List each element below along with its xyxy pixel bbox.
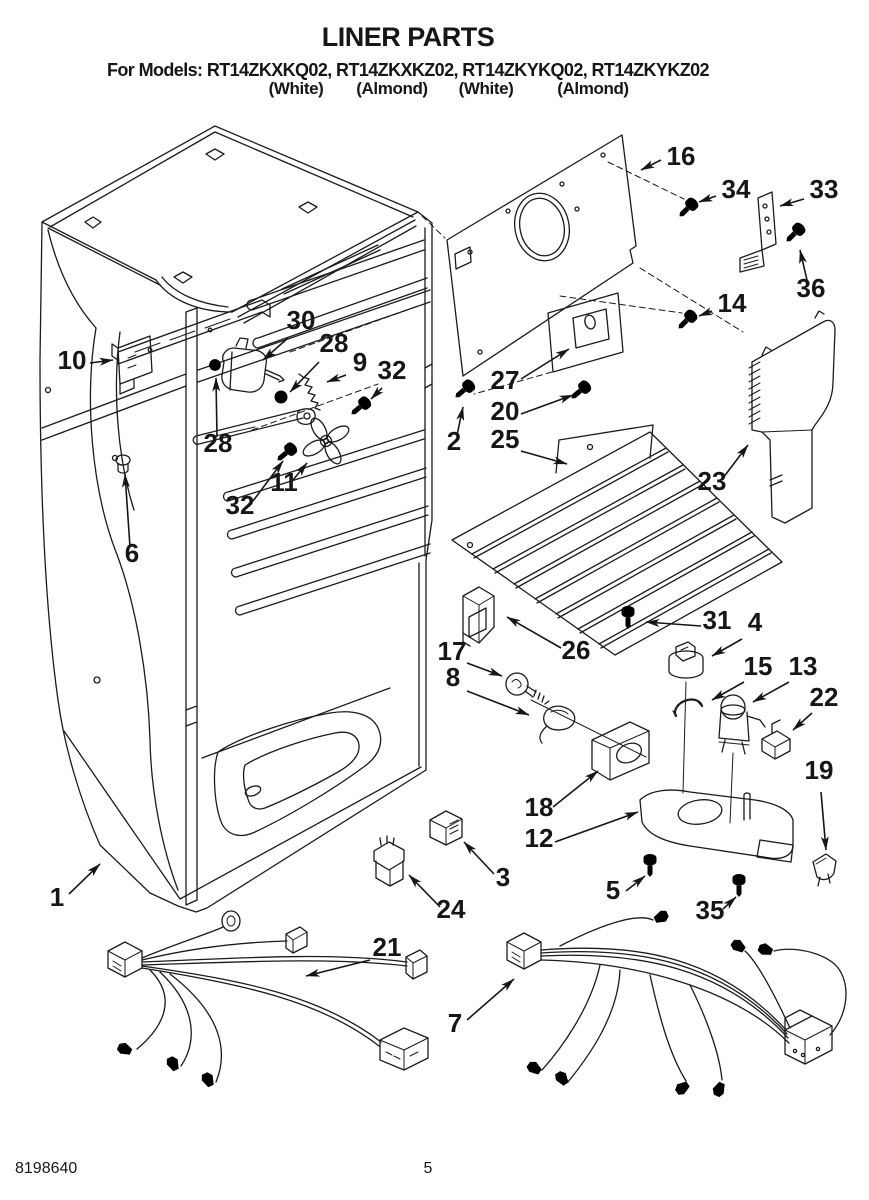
callout-label-10-5: 10 — [57, 345, 87, 375]
callout-label-35-33: 35 — [695, 895, 725, 925]
callout-label-15-24: 15 — [743, 651, 773, 681]
callout-arrow-22-26 — [793, 713, 812, 730]
page-number: 5 — [423, 1160, 433, 1177]
callout-arrow-35-33 — [723, 897, 736, 909]
callout-label-32-12: 32 — [225, 490, 255, 520]
callout-label-13-25: 13 — [788, 651, 818, 681]
callout-label-17-22: 17 — [437, 636, 467, 666]
relay-24 — [374, 836, 404, 886]
callout-label-4-20: 4 — [747, 607, 763, 637]
callout-label-9-8: 9 — [352, 347, 368, 377]
callout-label-30-6: 30 — [286, 305, 316, 335]
evaporator-cover-25 — [452, 425, 782, 655]
center-mullion — [186, 308, 197, 905]
callout-arrow-3-30 — [464, 842, 494, 874]
callout-arrow-32-9 — [371, 388, 382, 399]
page-title: LINER PARTS — [321, 22, 495, 52]
callout-arrow-7-36 — [467, 979, 514, 1020]
callout-label-26-21: 26 — [561, 635, 591, 665]
callout-label-33-2: 33 — [809, 174, 839, 204]
callout-label-6-18: 6 — [124, 538, 140, 568]
rear-panel-16 — [422, 135, 743, 394]
callout-label-11-11: 11 — [270, 467, 298, 497]
air-duct-23 — [749, 311, 835, 523]
clip-19 — [813, 854, 836, 886]
callout-label-28-7: 28 — [319, 328, 349, 358]
callout-arrow-14-4 — [699, 311, 712, 316]
callout-arrow-26-21 — [507, 617, 561, 648]
callout-arrow-28-7 — [290, 362, 319, 392]
callout-arrow-21-35 — [306, 960, 370, 976]
callout-arrow-4-20 — [712, 639, 742, 656]
callout-label-23-17: 23 — [697, 466, 727, 496]
callout-arrow-33-2 — [780, 199, 804, 206]
document-number: 8198640 — [15, 1160, 78, 1177]
callout-arrow-9-8 — [327, 375, 346, 382]
screw-14 — [674, 308, 699, 333]
lamp-socket-8 — [540, 706, 575, 743]
models-line: For Models: RT14ZKXKQ02, RT14ZKXKZ02, RT14ZKYKQ02, RT14ZKYKZ02 — [107, 60, 709, 80]
callout-arrow-20-14 — [521, 395, 573, 414]
screw-34 — [675, 196, 700, 221]
access-plate-27 — [548, 293, 623, 372]
defrost-timer-4 — [669, 642, 703, 678]
callout-label-16-0: 16 — [666, 141, 696, 171]
screw-36 — [782, 221, 807, 246]
callout-label-14-4: 14 — [717, 288, 747, 318]
callouts-layer — [50, 141, 839, 1038]
wire-harness-7 — [507, 909, 846, 1099]
callout-label-1-34: 1 — [49, 882, 65, 912]
lamp-housing-18 — [592, 722, 649, 780]
finish-label-1: (Almond) — [356, 79, 428, 98]
screw-35 — [733, 874, 746, 897]
callout-arrow-13-25 — [753, 682, 789, 702]
screw-20 — [567, 378, 593, 403]
screw-5 — [644, 854, 657, 877]
clip-3 — [430, 811, 462, 845]
callout-arrow-12-29 — [555, 812, 638, 842]
drain-pan-12 — [531, 682, 793, 862]
callout-arrow-27-13 — [521, 349, 569, 379]
screw-2 — [451, 377, 477, 402]
callout-label-24-32: 24 — [436, 894, 466, 924]
light-bulb-17 — [506, 673, 549, 704]
finish-label-2: (White) — [458, 79, 514, 98]
callout-arrow-24-32 — [409, 875, 440, 907]
callout-label-31-19: 31 — [702, 605, 732, 635]
callout-label-18-28: 18 — [524, 792, 554, 822]
callout-label-5-31: 5 — [605, 875, 621, 905]
callout-label-2-15: 2 — [446, 426, 462, 456]
bracket-22 — [762, 720, 790, 759]
callout-arrow-17-22 — [467, 663, 502, 676]
callout-label-3-30: 3 — [495, 862, 511, 892]
callout-label-12-29: 12 — [524, 823, 554, 853]
callout-label-28-10: 28 — [203, 428, 233, 458]
callout-arrow-5-31 — [626, 876, 645, 891]
callout-label-21-35: 21 — [372, 932, 402, 962]
callout-label-25-16: 25 — [490, 424, 520, 454]
callout-label-32-9: 32 — [377, 355, 407, 385]
callout-arrow-19-27 — [821, 792, 826, 850]
thermostat-13 — [719, 695, 765, 754]
callout-label-19-27: 19 — [804, 755, 834, 785]
callout-arrow-16-0 — [641, 160, 661, 170]
callout-label-7-36: 7 — [447, 1008, 463, 1038]
callout-label-27-13: 27 — [490, 365, 520, 395]
callout-arrow-34-1 — [699, 196, 716, 202]
callout-arrow-23-17 — [723, 445, 748, 478]
callout-label-20-14: 20 — [490, 396, 520, 426]
module-26 — [463, 587, 494, 646]
callout-arrow-18-28 — [553, 771, 598, 807]
callout-label-34-1: 34 — [721, 174, 751, 204]
callout-label-36-3: 36 — [796, 273, 826, 303]
clip-15 — [673, 700, 702, 716]
finish-label-3: (Almond) — [557, 79, 629, 98]
callout-arrow-25-16 — [521, 451, 567, 464]
callout-label-8-23: 8 — [445, 662, 461, 692]
callout-label-22-26: 22 — [809, 682, 839, 712]
callout-arrow-1-34 — [69, 864, 100, 894]
finish-label-0: (White) — [268, 79, 324, 98]
bracket-33 — [740, 192, 776, 272]
callout-arrow-10-5 — [90, 360, 113, 363]
